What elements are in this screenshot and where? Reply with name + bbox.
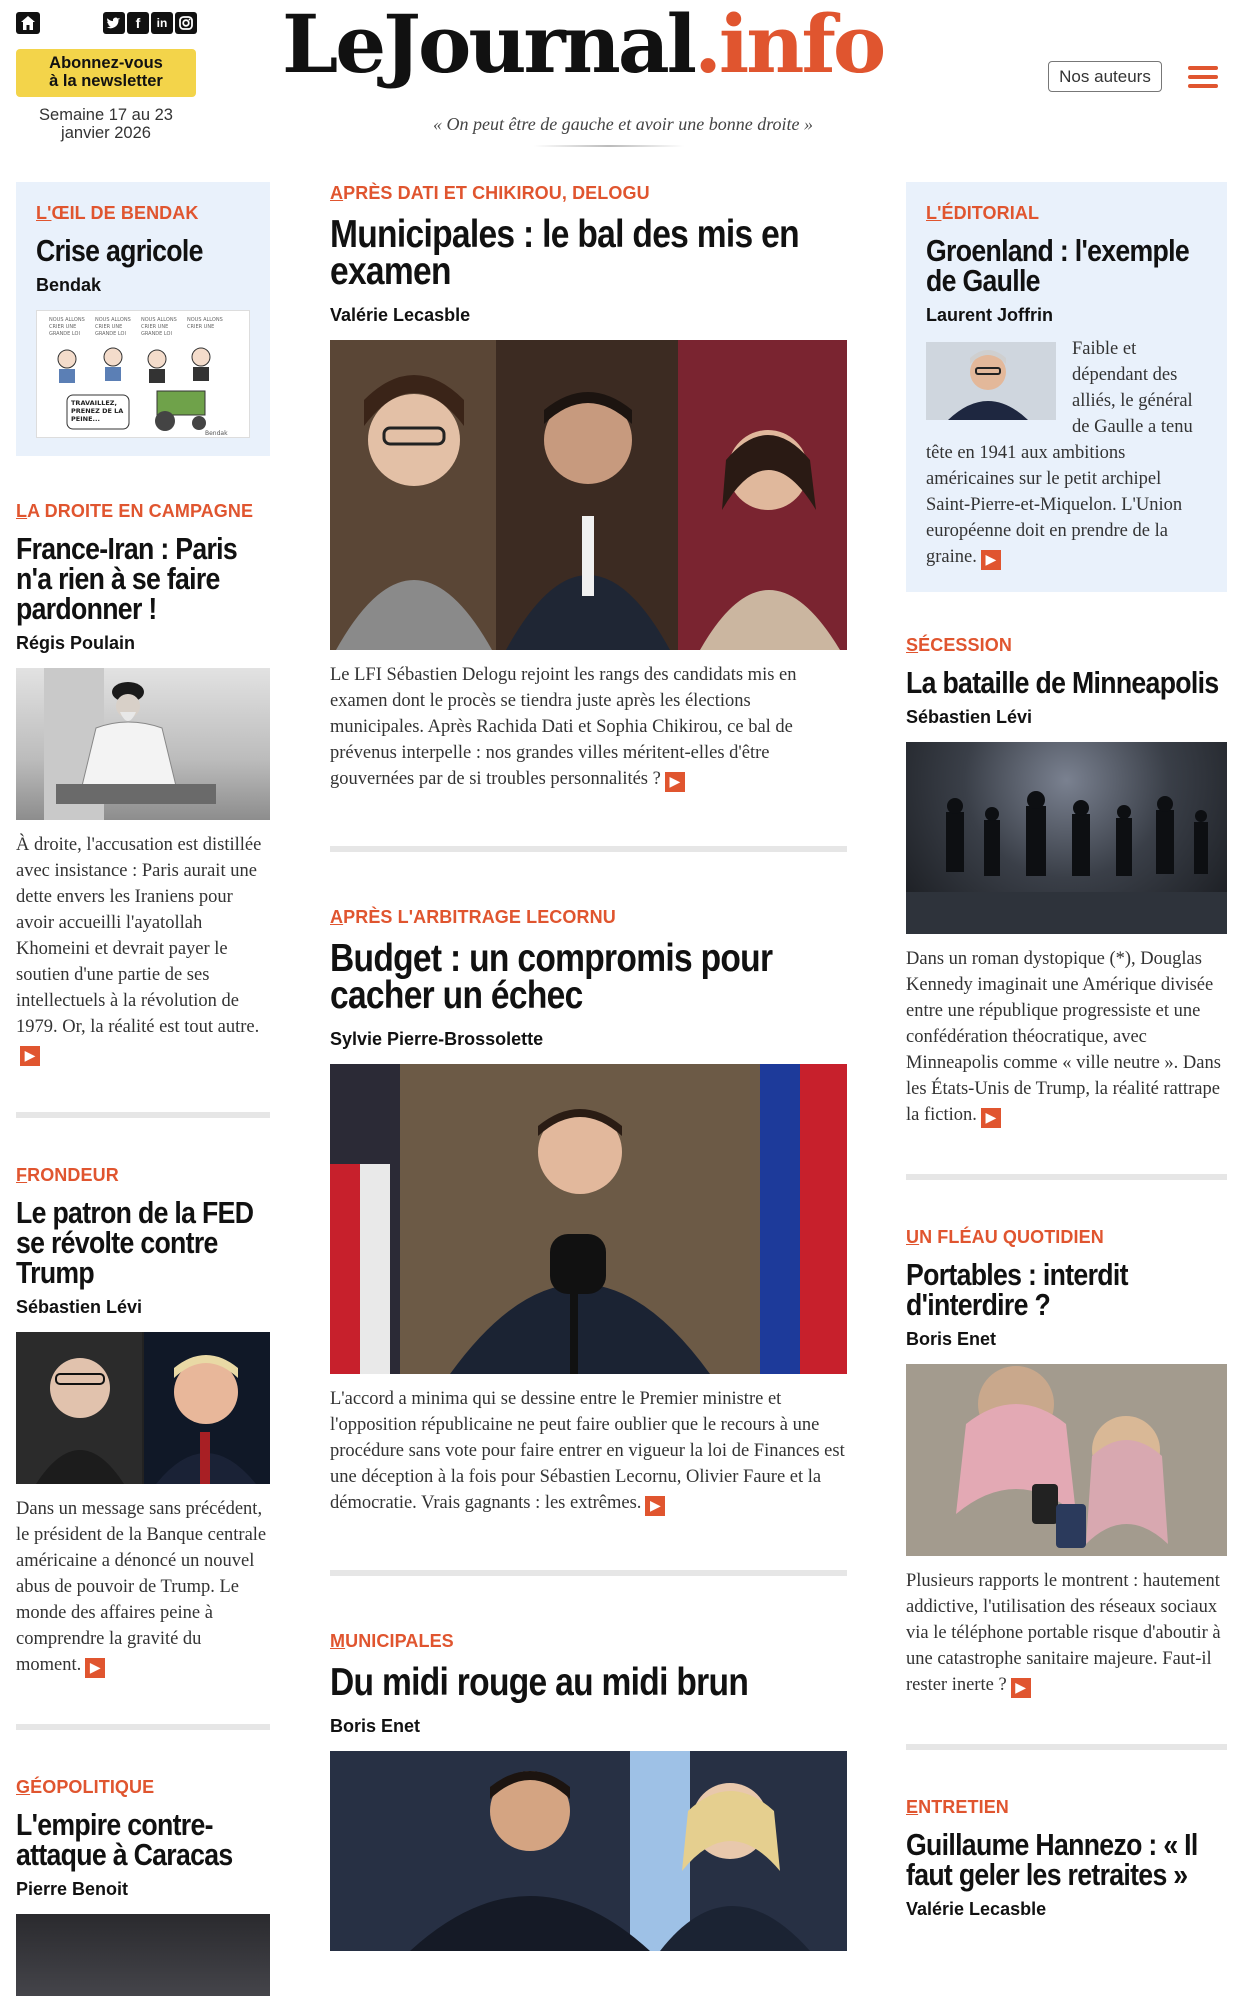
section-divider [16, 1112, 270, 1118]
article-kicker[interactable]: APRÈS DATI ET CHIKIROU, DELOGU [330, 183, 650, 203]
article-title[interactable]: Guillaume Hannezo : « Il faut geler les retraites » [906, 1827, 1198, 1892]
svg-text:GRANDE LOI: GRANDE LOI [141, 331, 172, 337]
section-divider [16, 1724, 270, 1730]
article-title[interactable]: Portables : interdit d'interdire ? [906, 1257, 1128, 1322]
svg-text:CRIER UNE: CRIER UNE [95, 324, 123, 330]
article-author[interactable]: Sébastien Lévi [16, 1297, 143, 1317]
section-divider [906, 1744, 1227, 1750]
article-author[interactable]: Régis Poulain [16, 633, 136, 653]
editorial-card[interactable] [906, 182, 1227, 592]
tagline-divider [534, 145, 684, 147]
article-author[interactable]: Sylvie Pierre-Brossolette [330, 1029, 544, 1049]
section-divider [330, 1570, 847, 1576]
article-author[interactable]: Boris Enet [906, 1329, 997, 1349]
article-author[interactable]: Pierre Benoit [16, 1879, 129, 1899]
authors-button[interactable]: Nos auteurs [1048, 61, 1162, 92]
article-kicker[interactable]: LA DROITE EN CAMPAGNE [16, 501, 254, 521]
article-card[interactable] [906, 634, 1227, 1128]
newsletter-subscribe-button[interactable] [16, 49, 196, 97]
cartoon-image[interactable] [36, 310, 250, 438]
article-title[interactable]: Budget : un compromis pour cacher un échec [330, 937, 773, 1017]
article-image[interactable] [16, 1914, 270, 1996]
excerpt-text: L'accord a minima qui se dessine entre le Premier ministre et l'opposition républicaine ne peut faire oublier que le recours à une procédure sans vote pour faire entrer en vigueur la loi de Finances est une déception à la fois pour Sébastien Lecornu, Olivier Faure et la démocratie. Vrais gagnants : les extrêmes. [330, 1389, 845, 1513]
article-title[interactable]: Municipales : le bal des mis en examen [330, 213, 799, 293]
article-excerpt [330, 1386, 847, 1516]
svg-text:NOUS ALLONS: NOUS ALLONS [49, 317, 85, 323]
article-card[interactable] [906, 1796, 1227, 1920]
article-image[interactable] [906, 1364, 1227, 1556]
svg-text:NOUS ALLONS: NOUS ALLONS [187, 317, 223, 323]
cartoon-caption: TRAVAILLEZ, PRENEZ DE LA PEINE... [71, 399, 124, 423]
svg-text:CRIER UNE: CRIER UNE [187, 324, 215, 330]
article-excerpt [16, 1496, 270, 1678]
section-divider [906, 1174, 1227, 1180]
article-kicker[interactable]: ENTRETIEN [906, 1797, 1009, 1817]
arrow-right-icon[interactable]: ▶ [981, 1108, 1001, 1128]
article-image[interactable] [16, 668, 270, 820]
article-title[interactable]: France-Iran : Paris n'a rien à se faire pardonner ! [16, 531, 238, 626]
logo-part-2: .info [694, 0, 884, 91]
article-kicker[interactable]: SÉCESSION [906, 635, 1012, 655]
article-image[interactable] [16, 1332, 270, 1484]
svg-text:CRIER UNE: CRIER UNE [141, 324, 169, 330]
article-excerpt [906, 1568, 1227, 1698]
article-author[interactable]: Boris Enet [330, 1716, 421, 1736]
excerpt-text: Faible et dépendant des alliés, le général de Gaulle a tenu tête en 1941 aux ambitions américaines sur le petit archipel Saint-Pierre-et-Miquelon. L'Union européenne doit en prendre de la graine. [926, 339, 1193, 567]
article-kicker[interactable]: FRONDEUR [16, 1165, 119, 1185]
menu-icon[interactable] [1188, 66, 1218, 88]
article-title[interactable]: Le patron de la FED se révolte contre Trump [16, 1195, 254, 1290]
excerpt-text: Le LFI Sébastien Delogu rejoint les rangs des candidats mis en examen dont le procès se tiendra juste après les élections municipales. Après Rachida Dati et Sophia Chikirou, ce bal de prévenus interpelle : nos grandes villes méritent-elles d'être gouvernées par de si troubles personnalités ? [330, 665, 797, 789]
article-card[interactable] [330, 906, 847, 1516]
twitter-icon[interactable] [103, 12, 125, 34]
facebook-icon[interactable]: f [127, 12, 149, 34]
article-author[interactable]: Bendak [36, 275, 102, 295]
article-card[interactable] [16, 1776, 270, 1996]
arrow-right-icon[interactable]: ▶ [85, 1658, 105, 1678]
article-kicker[interactable]: APRÈS L'ARBITRAGE LECORNU [330, 907, 616, 927]
arrow-right-icon[interactable]: ▶ [665, 772, 685, 792]
article-image[interactable] [330, 340, 847, 650]
excerpt-text: À droite, l'accusation est distillée avec insistance : Paris aurait une dette envers les Iraniens pour avoir accueilli l'ayatollah Khomeini et devrait payer le soutien d'une partie de ses intellectuels à la révolution de 1979. Or, la réalité est tout autre. [16, 835, 262, 1037]
article-excerpt [330, 662, 847, 792]
article-title[interactable]: Crise agricole [36, 233, 203, 268]
site-logo[interactable] [282, 0, 883, 94]
week-line-2: janvier 2026 [61, 124, 151, 142]
article-author[interactable]: Valérie Lecasble [330, 305, 471, 325]
subscribe-line-2: à la newsletter [49, 72, 163, 90]
middle-column [330, 182, 847, 1951]
article-card[interactable] [16, 500, 270, 1066]
arrow-right-icon[interactable]: ▶ [1011, 1678, 1031, 1698]
instagram-icon[interactable] [175, 12, 197, 34]
svg-text:NOUS ALLONS: NOUS ALLONS [141, 317, 177, 323]
article-kicker[interactable]: L'ÉDITORIAL [926, 203, 1040, 223]
week-line-1: Semaine 17 au 23 [39, 106, 173, 124]
article-card[interactable] [330, 182, 847, 792]
article-kicker[interactable]: MUNICIPALES [330, 1631, 454, 1651]
article-image[interactable] [330, 1064, 847, 1374]
article-title[interactable]: La bataille de Minneapolis [906, 665, 1219, 700]
section-divider [330, 846, 847, 852]
site-tagline: « On peut être de gauche et avoir une bonne droite » [432, 114, 814, 134]
left-column [16, 182, 270, 1996]
article-excerpt [906, 946, 1227, 1128]
article-kicker[interactable]: L'ŒIL DE BENDAK [36, 203, 199, 223]
home-icon[interactable] [16, 12, 40, 34]
article-kicker[interactable]: GÉOPOLITIQUE [16, 1777, 155, 1797]
article-title[interactable]: Du midi rouge au midi brun [330, 1661, 749, 1704]
excerpt-text: Dans un message sans précédent, le président de la Banque centrale américaine a dénoncé un nouvel abus de pouvoir de Trump. Le monde des affaires peine à comprendre la gravité du moment. [16, 1499, 267, 1675]
article-author[interactable]: Sébastien Lévi [906, 707, 1033, 727]
article-author[interactable]: Valérie Lecasble [906, 1899, 1047, 1919]
right-column [906, 182, 1227, 1920]
svg-text:GRANDE LOI: GRANDE LOI [49, 331, 80, 337]
arrow-right-icon[interactable]: ▶ [981, 550, 1001, 570]
issue-week [16, 106, 196, 142]
article-author[interactable]: Laurent Joffrin [926, 305, 1054, 325]
logo-part-1: LeJournal [282, 0, 695, 91]
article-card[interactable] [16, 182, 270, 456]
article-card[interactable] [330, 1630, 847, 1951]
site-header [0, 0, 1244, 150]
arrow-right-icon[interactable]: ▶ [645, 1496, 665, 1516]
linkedin-icon[interactable]: in [151, 12, 173, 34]
article-excerpt [16, 832, 270, 1066]
article-card[interactable] [16, 1164, 270, 1678]
svg-text:CRIER UNE: CRIER UNE [49, 324, 77, 330]
arrow-right-icon[interactable]: ▶ [20, 1046, 40, 1066]
article-title[interactable]: Groenland : l'exemple de Gaulle [926, 233, 1190, 298]
excerpt-text: Dans un roman dystopique (*), Douglas Kennedy imaginait une Amérique divisée entre une république progressiste et une confédération théocratique, avec Minneapolis comme « ville neutre ». Dans les États-Unis de Trump, la réalité rattrape la fiction. [906, 949, 1221, 1125]
svg-text:GRANDE LOI: GRANDE LOI [95, 331, 126, 337]
social-links [103, 12, 197, 34]
article-image[interactable] [330, 1751, 847, 1951]
article-card[interactable] [906, 1226, 1227, 1698]
author-portrait[interactable] [926, 342, 1056, 420]
article-title[interactable]: L'empire contre-attaque à Caracas [16, 1807, 233, 1872]
svg-text:NOUS ALLONS: NOUS ALLONS [95, 317, 131, 323]
cartoon-signature: Bendak [205, 430, 228, 437]
excerpt-text: Plusieurs rapports le montrent : hautement addictive, l'utilisation des réseaux sociaux via le téléphone portable risque d'aboutir à une catastrophe sanitaire majeure. Faut-il rester inerte ? [906, 1571, 1221, 1695]
subscribe-line-1: Abonnez-vous [49, 54, 163, 72]
article-image[interactable] [906, 742, 1227, 934]
article-kicker[interactable]: UN FLÉAU QUOTIDIEN [906, 1227, 1104, 1247]
